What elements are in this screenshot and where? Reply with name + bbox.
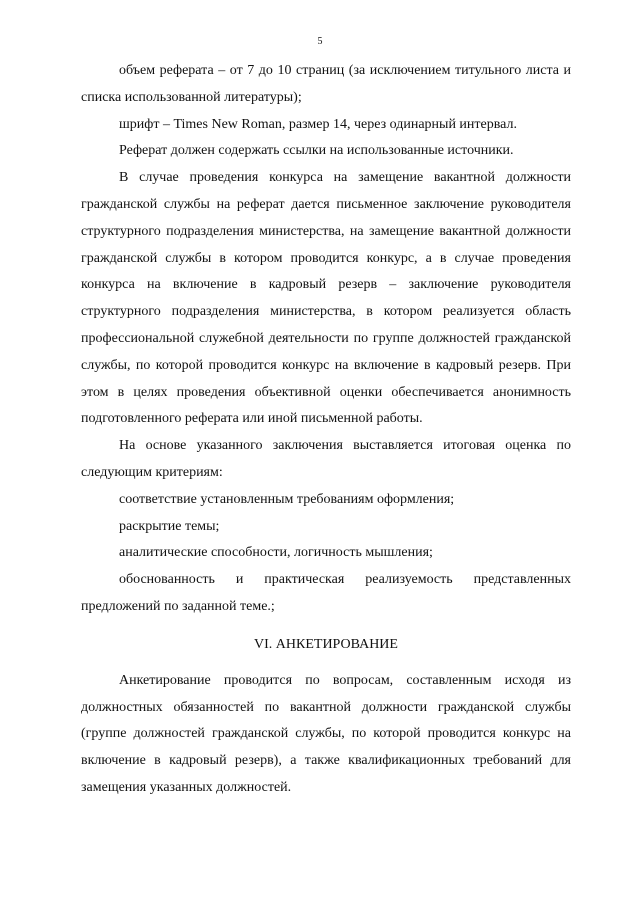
paragraph: В случае проведения конкурса на замещение вакантной должности гражданской службы на реферат дается письменное заключение руководителя структурного подразделения министерства, на замещение вакантной должности гражданской службы в котором проводится конкурс, а в случае проведения конкурса на включение в кадровый резерв – заключение руководителя структурного подразделения министерства, в котором реализуется область профессиональной служебной деятельности по группе должностей гражданской службы, по которой проводится конкурс на включение в кадровый резерв. При этом в целях проведения объективной оценки обеспечивается анонимность подготовленного реферата или иной письменной работы.	[81, 170, 571, 427]
section-heading: VI. АНКЕТИРОВАНИЕ	[254, 636, 398, 652]
paragraph: раскрытие темы;	[119, 518, 220, 534]
paragraph: На основе указанного заключения выставляется итоговая оценка по следующим критериям:	[81, 438, 571, 480]
paragraphs-before-heading	[81, 58, 571, 621]
paragraph: Реферат должен содержать ссылки на использованные источники.	[119, 143, 514, 159]
paragraph: Анкетирование проводится по вопросам, составленным исходя из должностных обязанностей по вакантной должности гражданской службы (группе должностей гражданской службы, по которой проводится конкурс на включение в кадровый резерв), а также квалификационных требований для замещения указанных должностей.	[81, 672, 571, 795]
paragraph: соответствие установленным требованиям оформления;	[119, 491, 455, 507]
paragraph: обоснованность и практическая реализуемость представленных предложений по заданной теме.;	[81, 572, 571, 614]
paragraph: шрифт – Times New Roman, размер 14, через одинарный интервал.	[119, 116, 518, 132]
paragraph: аналитические способности, логичность мышления;	[119, 545, 433, 561]
paragraph: объем реферата – от 7 до 10 страниц (за исключением титульного листа и списка использованной литературы);	[81, 63, 571, 105]
page-number: 5	[317, 36, 323, 47]
paragraphs-after-heading	[81, 668, 571, 802]
document-body	[81, 58, 571, 802]
